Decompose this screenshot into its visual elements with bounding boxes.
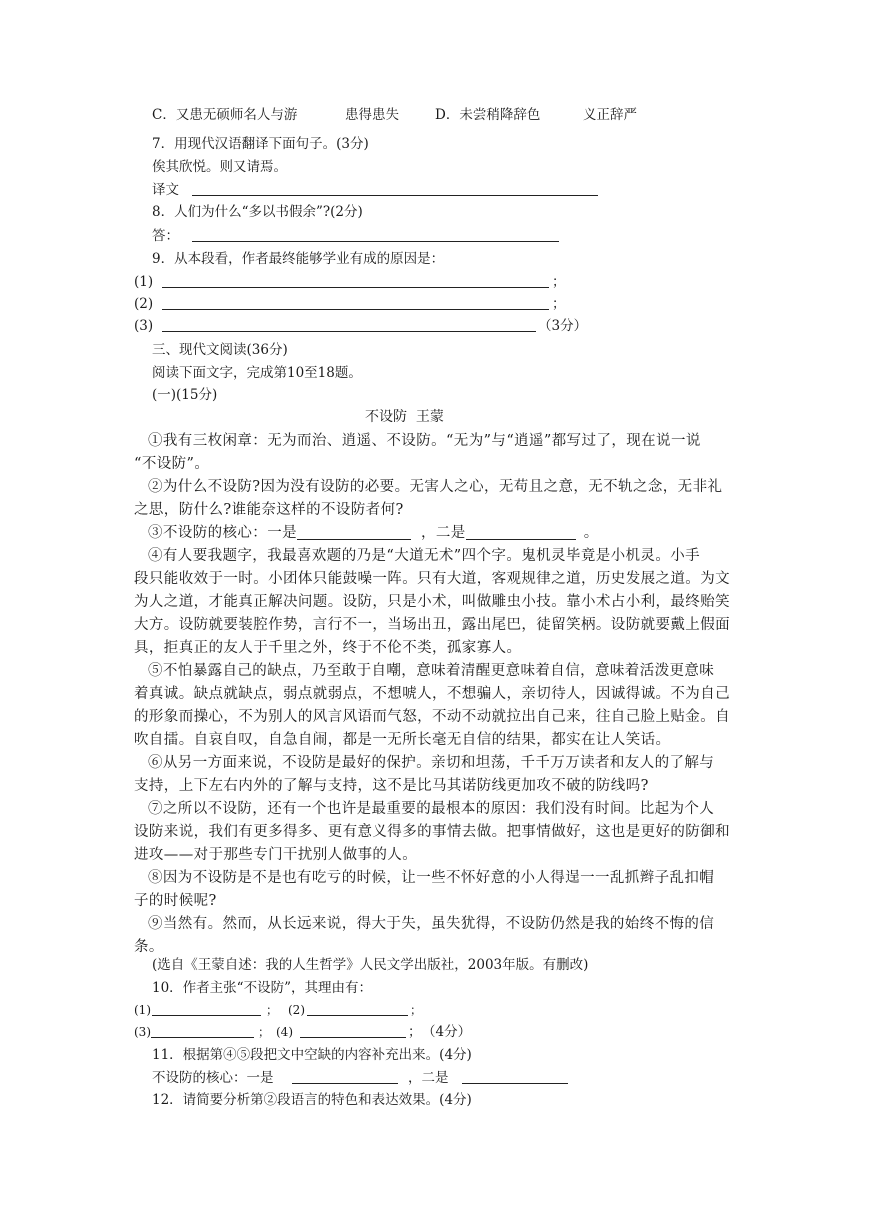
q9-score: （3分） [538,318,588,334]
q10-item-1-blank[interactable] [152,1015,261,1016]
q6-option-d-term: 义正辞严 [583,107,637,123]
article-p3-blank-2[interactable] [466,525,576,540]
q8-answer-blank[interactable] [192,241,559,242]
article-p3-blank-1[interactable] [297,525,411,540]
article-author: 王蒙 [415,409,444,425]
article-p4-line3: 为人之道，才能真正解决问题。设防，只是小术，叫做雕虫小技。靠小术占小利，最终贻笑 [134,594,730,610]
q7-sentence: 俟其欣悦。则又请焉。 [152,159,287,175]
q9-item-3-blank[interactable] [162,331,536,332]
article-p8-line1: ⑧因为不设防是不是也有吃亏的时候，让一些不怀好意的小人得逞一一乱抓辫子乱扣帽 [148,870,715,886]
q9-item-2-semicolon: ； [552,296,566,312]
article-p6-line2: 支持，上下左右内外的了解与支持，这不是比马其诺防线更加攻不破的防线吗? [134,778,649,794]
q9-item-1-semicolon: ； [552,274,566,290]
q9-item-1-blank[interactable] [162,287,549,288]
q10-item-4-semicolon: ； [408,1024,422,1040]
q8-question: 8．人们为什么“多以书假余”?(2分) [152,204,363,220]
article-p5-line3: 的形象而操心，不为别人的风言风语而气怒，不动不动就拉出自己来，往自己脸上贴金。自 [134,709,730,725]
q10-item-3-blank[interactable] [151,1037,254,1038]
q7-question: 7．用现代汉语翻译下面句子。(3分) [152,136,369,152]
article-p7-line1: ⑦之所以不设防，还有一个也许是最重要的最根本的原因：我们没有时间。比起为个人 [148,801,715,817]
section-3-part-1: (一)(15分) [152,387,218,403]
q11-question: 11．根据第④⑤段把文中空缺的内容补充出来。(4分) [152,1047,472,1063]
article-p3: ③不设防的核心：一是 ，二是 。 [148,525,599,541]
q10-item-4-blank[interactable] [300,1037,406,1038]
q11-answer-b-label: ，二是 [408,1070,449,1086]
q10-item-1-label: (1) [134,1003,151,1017]
q9-item-3-label: (3) [134,318,154,334]
article-p5-line2: 着真诚。缺点就缺点，弱点就弱点，不想唬人，不想骗人，亲切待人，因诚得诚。不为自己 [134,686,730,702]
article-p7-line2: 设防来说，我们有更多得多、更有意义得多的事情去做。把事情做好，这也是更好的防御和 [134,824,730,840]
q10-question: 10．作者主张“不设防”，其理由有： [152,980,372,996]
q6-option-c-term: 患得患失 [345,107,399,123]
article-p5-line1: ⑤不怕暴露自己的缺点，乃至敢于自嘲，意味着清醒更意味着自信，意味着活泼更意味 [148,663,715,679]
q10-item-2-blank[interactable] [307,1015,408,1016]
q10-item-1-semicolon: ； [266,1003,279,1017]
q11-answer-blank-2[interactable] [462,1083,568,1084]
q12-question: 12．请简要分析第②段语言的特色和表达效果。(4分) [152,1092,472,1108]
q10-item-3-label: (3) [134,1025,151,1039]
section-3-heading: 三、现代文阅读(36分) [152,342,288,358]
q9-item-2-label: (2) [134,296,154,312]
q6-option-c: C．又患无硕师名人与游 [152,107,298,123]
article-p4-line2: 段只能收效于一时。小团体只能鼓噪一阵。只有大道，客观规律之道，历史发展之道。为文 [134,571,730,587]
article-p8-line2: 子的时候呢? [134,893,217,909]
article-p2-line1: ②为什么不设防?因为没有设防的必要。无害人之心，无苟且之意，无不轨之念，无非礼 [148,479,723,495]
article-p5-line4: 吹自擂。自哀自叹，自急自闹，都是一无所长毫无自信的结果，都实在让人笑话。 [134,732,671,748]
article-p9-line1: ⑨当然有。然而，从长远来说，得大于失，虽失犹得，不设防仍然是我的始终不悔的信 [148,916,715,932]
article-source: (选自《王蒙自述：我的人生哲学》人民文学出版社，2003年版。有删改) [152,957,589,973]
article-title: 不设防 王蒙 [365,409,444,425]
article-p2-line2: 之思，防什么?谁能奈这样的不设防者何? [134,502,404,518]
q9-item-2-blank[interactable] [162,309,549,310]
article-p6-line1: ⑥从另一方面来说，不设防是最好的保护。亲切和坦荡，千千万万读者和友人的了解与 [148,755,715,771]
article-p4-line4: 大方。设防就要装腔作势，言行不一，当场出丑，露出尾巴，徒留笑柄。设防就要戴上假面 [134,617,730,633]
q10-item-2-semicolon: ； [410,1003,423,1017]
q7-answer-blank[interactable] [192,195,598,196]
q10-item-3-semicolon: ； [258,1025,271,1039]
q7-answer-label: 译文 [152,182,179,198]
article-p4-line1: ④有人要我题字，我最喜欢题的乃是“大道无术”四个字。鬼机灵毕竟是小机灵。小手 [148,548,701,564]
q9-item-1-label: (1) [134,274,154,290]
q10-score: （4分） [422,1024,472,1040]
q10-item-2-label: (2) [288,1003,305,1017]
article-p1-line1: ①我有三枚闲章：无为而治、逍遥、不设防。“无为”与“逍遥”都写过了，现在说一说 [148,433,701,449]
article-p1-line2: “不设防”。 [134,456,210,472]
article-p4-line5: 具，拒真正的友人于千里之外，终于不伦不类，孤家寡人。 [134,640,522,656]
section-3-instruction: 阅读下面文字，完成第10至18题。 [152,365,362,381]
q11-answer-blank-1[interactable] [292,1083,398,1084]
q6-option-d: D．未尝稍降辞色 [435,107,541,123]
q11-answer-a-label: 不设防的核心：一是 [152,1070,274,1086]
q10-item-4-label: (4) [276,1025,293,1039]
article-p7-line3: 进攻——对于那些专门干扰别人做事的人。 [134,847,418,863]
article-p9-line2: 条。 [134,939,164,955]
q8-answer-label: 答： [152,228,179,244]
q9-question: 9．从本段看，作者最终能够学业有成的原因是： [152,251,445,267]
